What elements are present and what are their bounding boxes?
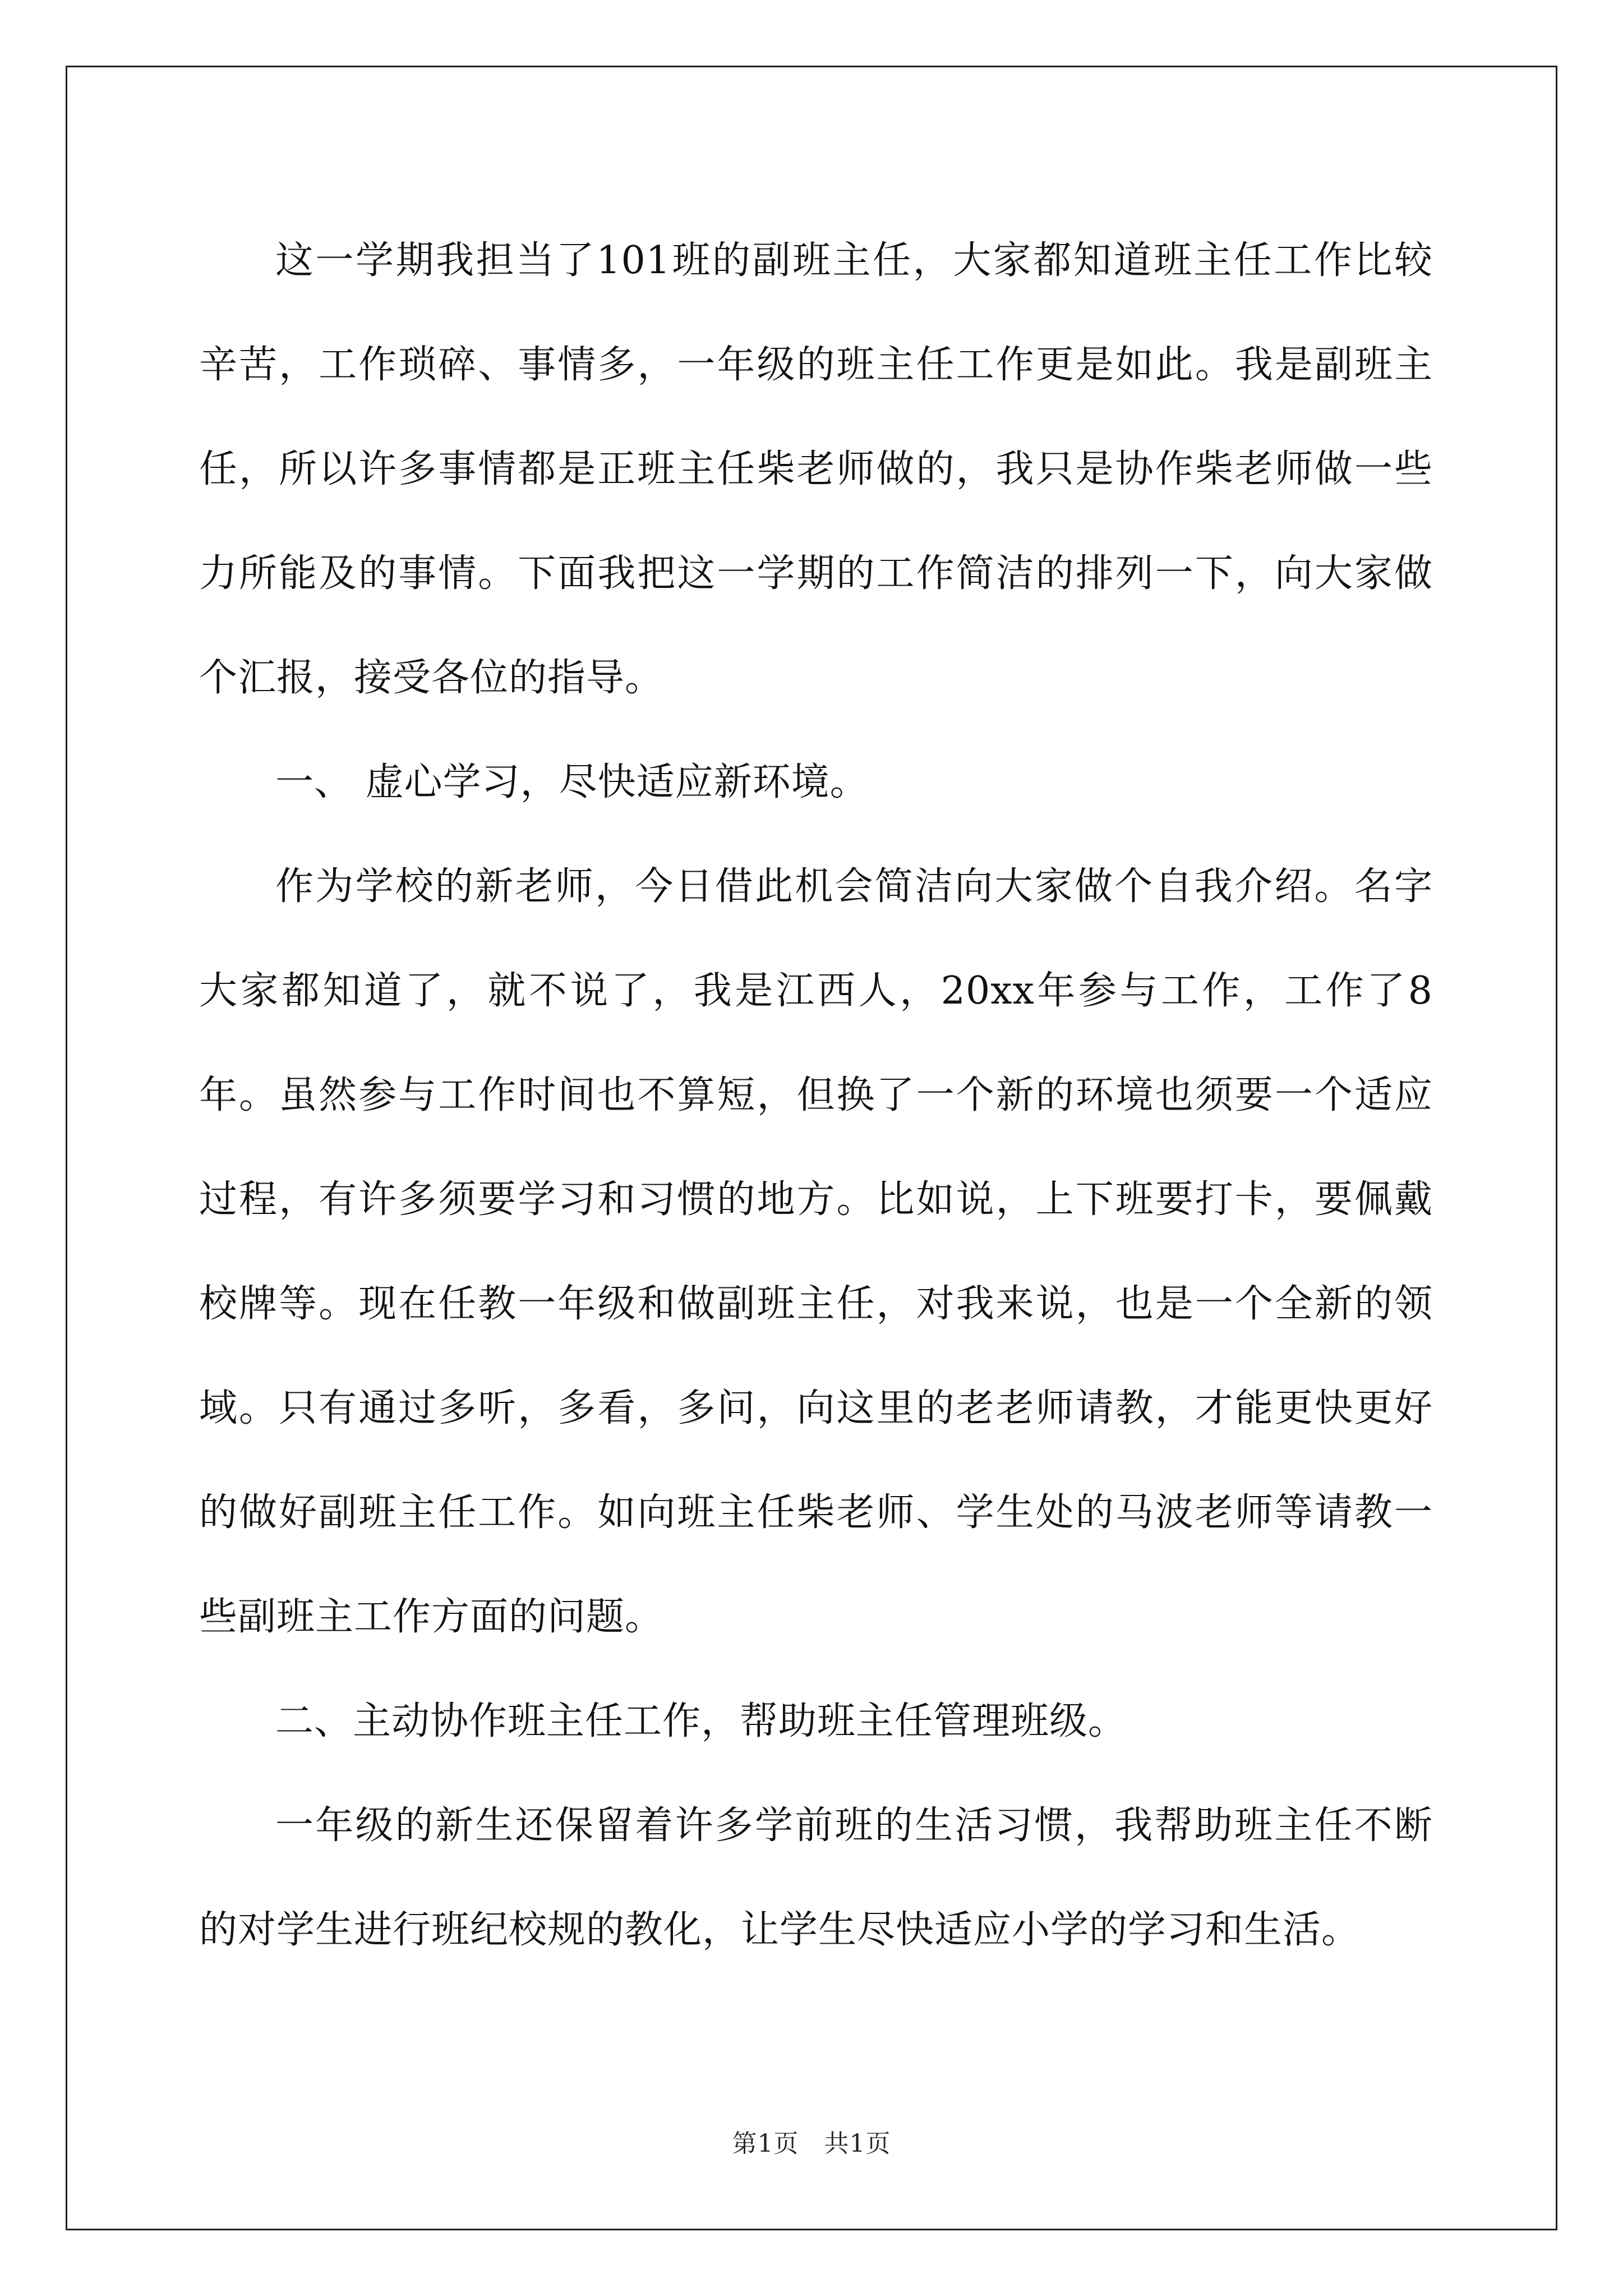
section-heading-2: 二、主动协作班主任工作，帮助班主任管理班级。 — [275, 1699, 1127, 1743]
paragraph-section-1: 作为学校的新老师，今日借此机会简洁向大家做个自我介绍。名字大家都知道了，就不说了，我是江西人，20xx年参与工作，工作了8年。虽然参与工作时间也不算短，但换了一个新的环境也须要一个适应过程，有许多须要学习和习惯的地方。比如说，上下班要打卡，要佩戴校牌等。现在任教一年级和做副班主任，对我来说，也是一个全新的领域。只有通过多听，多看，多问，向这里的老老师请教，才能更快更好的做好副班主任工作。如向班主任柴老师、学生处的马波老师等请教一些副班主工作方面的问题。 — [199, 864, 1433, 1639]
paragraph-section-2: 一年级的新生还保留着许多学前班的生活习惯，我帮助班主任不断的对学生进行班纪校规的教化，让学生尽快适应小学的学习和生活。 — [199, 1803, 1433, 1952]
page-number-footer: 第1页 共1页 — [732, 2129, 891, 2158]
section-heading-1: 一、 虚心学习，尽快适应新环境。 — [275, 760, 869, 804]
document-body — [199, 209, 1433, 1982]
paragraph-intro: 这一学期我担当了101班的副班主任，大家都知道班主任工作比较辛苦，工作琐碎、事情多，一年级的班主任工作更是如此。我是副班主任，所以许多事情都是正班主任柴老师做的，我只是协作柴老师做一些力所能及的事情。下面我把这一学期的工作简洁的排列一下，向大家做个汇报，接受各位的指导。 — [199, 238, 1433, 700]
